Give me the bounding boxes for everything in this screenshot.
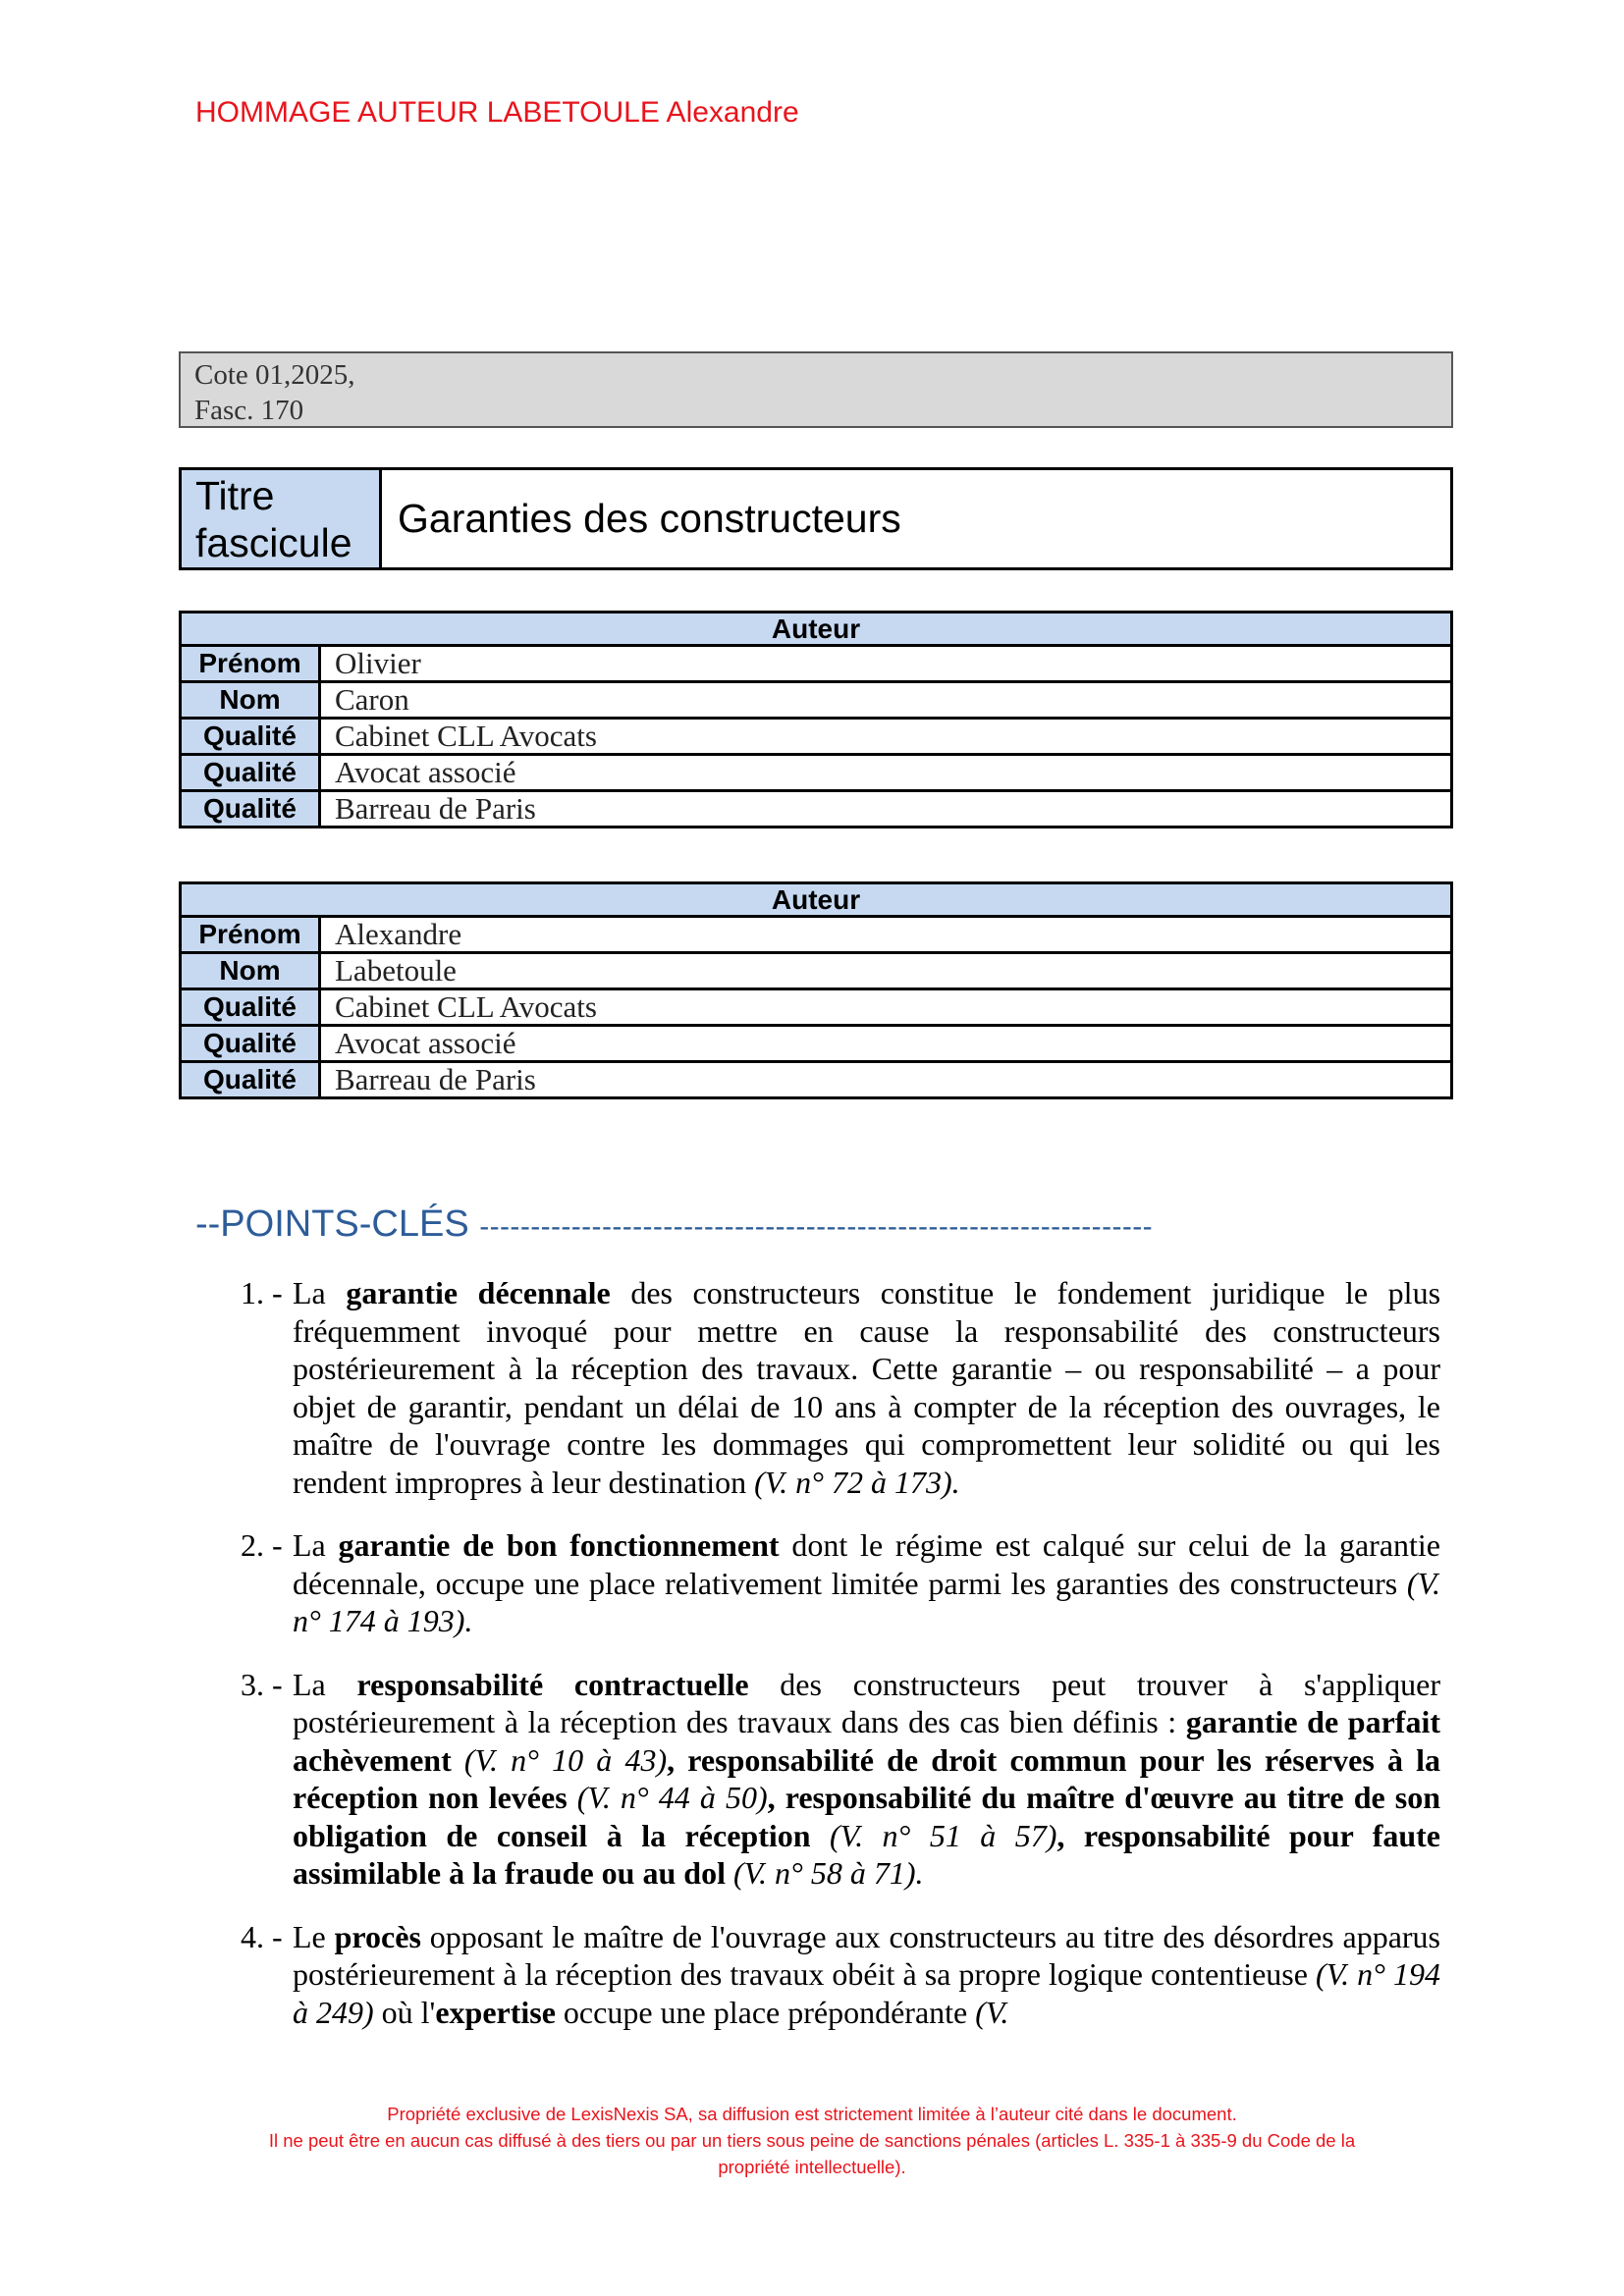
point-cle-text: des constructeurs constitue le fondement juridique le plus fréquemment invoqué pour mettre en cause la responsabilité des constructeurs postérieurement à la réception des travaux. Cette garantie – ou responsabilité – a pour objet de garantir, pendant un délai de 10 ans à compter de la réception des ouvrages, le maître de l'ouvrage contre les dommages qui compromettent leur solidité ou qui les rendent impropres à leur destination <box>293 1275 1441 1500</box>
points-cles-rule: ------------------------------------------------------------------ <box>479 1210 1154 1243</box>
point-cle-keyword: , responsabilité de droit commun pour les réserves à la réception non levées <box>293 1741 1441 1815</box>
point-cle-number: 4. - <box>241 1918 283 1954</box>
points-cles-title: --POINTS-CLÉS <box>195 1203 469 1245</box>
field-label: Qualité <box>181 755 320 791</box>
point-cle-text: La <box>293 1666 357 1702</box>
auteur-row <box>181 755 1452 791</box>
field-value: Cabinet CLL Avocats <box>320 989 1452 1026</box>
footer-line: Propriété exclusive de LexisNexis SA, sa diffusion est strictement limitée à l’auteur cité dans le document. <box>387 2104 1237 2124</box>
titre-label <box>182 470 382 567</box>
field-label: Qualité <box>181 1026 320 1062</box>
point-cle-reference: (V. n° 58 à 71). <box>725 1855 924 1891</box>
field-label: Nom <box>181 682 320 719</box>
auteur-heading: Auteur <box>181 613 1452 646</box>
point-cle-text: opposant le maître de l'ouvrage aux constructeurs au titre des désordres apparus postérieurement à la réception des travaux obéit à sa propre logique contentieuse <box>293 1918 1441 1992</box>
point-cle-keyword: garantie de bon fonctionnement <box>338 1527 780 1563</box>
field-value: Cabinet CLL Avocats <box>320 719 1452 755</box>
field-value: Labetoule <box>320 953 1452 989</box>
point-cle-reference: (V. n° 44 à 50) <box>567 1780 768 1815</box>
auteur-table-1 <box>179 611 1453 828</box>
point-cle-keyword: expertise <box>435 1994 556 2030</box>
field-label: Prénom <box>181 646 320 682</box>
field-value: Alexandre <box>320 917 1452 953</box>
point-cle-item <box>241 1274 1440 1501</box>
point-cle-keyword: garantie décennale <box>346 1275 611 1310</box>
titre-fascicule-table <box>179 467 1453 570</box>
field-value: Barreau de Paris <box>320 1062 1452 1098</box>
cote-box <box>179 351 1453 428</box>
header-hommage: HOMMAGE AUTEUR LABETOULE Alexandre <box>195 96 799 129</box>
point-cle-number: 2. - <box>241 1527 283 1563</box>
auteur-row <box>181 646 1452 682</box>
point-cle-reference: (V. n° 194 à 249) <box>293 1956 1441 2030</box>
point-cle-item <box>241 1918 1440 2032</box>
point-cle-reference: (V. n° 51 à 57) <box>810 1817 1057 1853</box>
points-cles-list <box>241 1274 1440 2056</box>
auteur-table-2 <box>179 881 1453 1099</box>
auteur-row <box>181 953 1452 989</box>
point-cle-text: où l' <box>373 1994 436 2030</box>
titre-label-line2: fascicule <box>195 520 352 565</box>
point-cle-reference: (V. n° 174 à 193). <box>293 1565 1440 1638</box>
point-cle-text: Le <box>293 1918 335 1954</box>
auteur-row <box>181 719 1452 755</box>
field-label: Qualité <box>181 989 320 1026</box>
footer-notice <box>196 2101 1428 2180</box>
point-cle-number: 3. - <box>241 1666 283 1702</box>
field-label: Qualité <box>181 719 320 755</box>
field-label: Qualité <box>181 1062 320 1098</box>
point-cle-text: occupe une place prépondérante <box>555 1994 976 2030</box>
auteur-row <box>181 917 1452 953</box>
field-value: Avocat associé <box>320 755 1452 791</box>
auteur-row <box>181 989 1452 1026</box>
auteur-row <box>181 791 1452 828</box>
field-label: Nom <box>181 953 320 989</box>
footer-line: Il ne peut être en aucun cas diffusé à des tiers ou par un tiers sous peine de sanctions pénales (articles L. 335-1 à 335-9 du Code de la <box>268 2130 1356 2151</box>
field-value: Olivier <box>320 646 1452 682</box>
auteur-row <box>181 682 1452 719</box>
point-cle-text: La <box>293 1527 339 1563</box>
point-cle-text: La <box>293 1275 347 1310</box>
field-label: Prénom <box>181 917 320 953</box>
point-cle-reference: (V. <box>975 1994 1009 2030</box>
point-cle-keyword: responsabilité contractuelle <box>356 1666 749 1702</box>
points-cles-heading <box>195 1203 1153 1246</box>
point-cle-number: 1. - <box>241 1275 283 1310</box>
point-cle-reference: (V. n° 10 à 43) <box>451 1741 668 1778</box>
point-cle-reference: (V. n° 72 à 173). <box>754 1464 960 1500</box>
auteur-row <box>181 1026 1452 1062</box>
point-cle-keyword: procès <box>334 1918 421 1954</box>
field-value: Avocat associé <box>320 1026 1452 1062</box>
point-cle-keyword: , responsabilité du maître d'œuvre au titre de son obligation de conseil à la réception <box>293 1780 1441 1853</box>
point-cle-keyword: garantie de parfait achèvement <box>293 1704 1441 1778</box>
field-label: Qualité <box>181 791 320 828</box>
fascicule-number: Fasc. 170 <box>194 395 304 426</box>
point-cle-item <box>241 1526 1440 1640</box>
point-cle-item <box>241 1666 1440 1893</box>
field-value: Barreau de Paris <box>320 791 1452 828</box>
cote-line: Cote 01,2025, <box>194 359 355 391</box>
auteur-row <box>181 1062 1452 1098</box>
point-cle-text: dont le régime est calqué sur celui de la garantie décennale, occupe une place relativement limitée parmi les garanties des constructeurs <box>293 1527 1441 1601</box>
titre-value: Garanties des constructeurs <box>398 496 901 541</box>
auteur-heading: Auteur <box>181 883 1452 917</box>
point-cle-text: des constructeurs peut trouver à s'appliquer postérieurement à la réception des travaux dans des cas bien définis : <box>293 1666 1441 1739</box>
point-cle-keyword: , responsabilité pour faute assimilable à la fraude ou au dol <box>293 1817 1441 1891</box>
titre-label-line1: Titre <box>195 473 275 518</box>
footer-line: propriété intellectuelle). <box>718 2157 906 2177</box>
field-value: Caron <box>320 682 1452 719</box>
